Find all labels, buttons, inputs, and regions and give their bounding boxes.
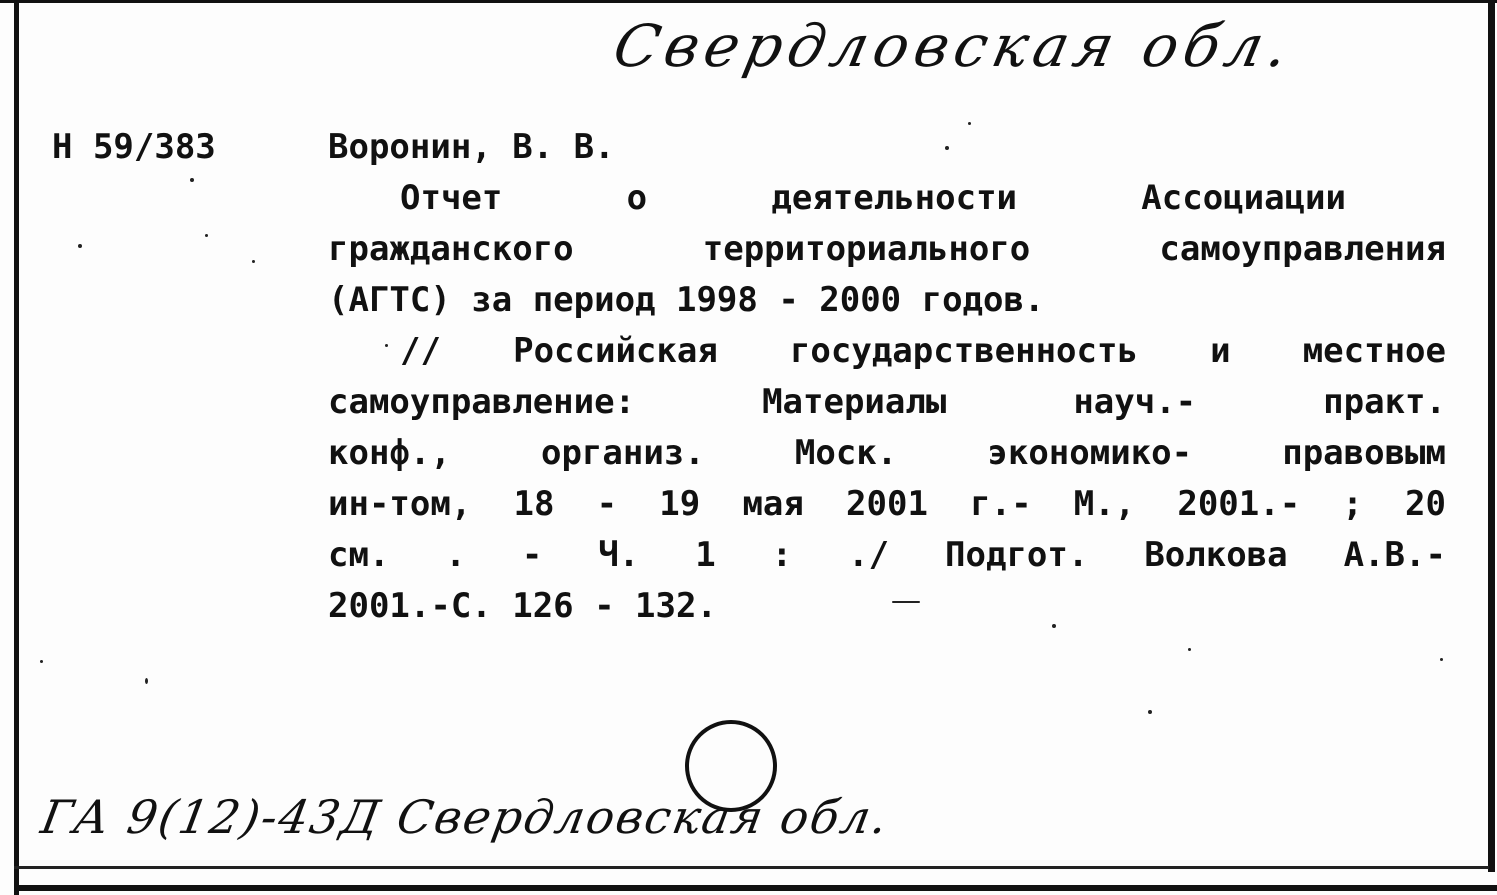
source-word: Подгот. — [945, 535, 1089, 575]
source-word: - — [596, 484, 618, 524]
title-word: территориального — [702, 229, 1031, 269]
scan-speck — [78, 244, 82, 248]
source-word: : — [771, 535, 793, 575]
source-word: 19 — [659, 484, 701, 524]
scan-speck — [190, 178, 194, 182]
scan-speck — [1188, 648, 1191, 651]
source-word: самоуправление: — [328, 382, 636, 422]
scan-speck — [892, 601, 920, 603]
source-word: ; — [1342, 484, 1363, 524]
card-border-bottom — [14, 885, 1497, 891]
source-word: 2001.-С. 126 - 132. — [328, 586, 717, 626]
classification-handwritten-note: ГА 9(12)-43Д Свердловская обл. — [37, 790, 894, 844]
source-line-1 — [328, 326, 1446, 377]
source-word: экономико- — [987, 433, 1193, 473]
source-word: конф., — [328, 433, 451, 473]
source-word: Ч. — [598, 535, 640, 575]
source-word: // — [400, 331, 441, 371]
title-word: Ассоциации — [1141, 178, 1346, 218]
title-word: деятельности — [771, 178, 1018, 218]
source-word: Материалы — [762, 382, 947, 422]
title-line-1 — [328, 173, 1446, 224]
scan-speck — [945, 146, 949, 150]
source-word: Моск. — [794, 433, 898, 473]
title-word: самоуправления — [1159, 229, 1446, 269]
title-line-3 — [328, 275, 1446, 326]
source-word: местное — [1302, 331, 1446, 371]
source-word: А.В.- — [1343, 535, 1446, 575]
scan-speck — [385, 344, 388, 347]
scan-speck — [1440, 658, 1443, 661]
source-word: организ. — [540, 433, 705, 473]
source-word: г.- — [970, 484, 1032, 524]
scan-speck — [1148, 710, 1152, 714]
source-word: правовым — [1282, 433, 1446, 473]
source-word: 20 — [1405, 484, 1446, 524]
author-line: Воронин, В. В. — [328, 127, 615, 167]
source-word: Российская — [513, 331, 718, 371]
card-border-top — [0, 0, 1497, 3]
source-line-5 — [328, 530, 1446, 581]
title-line-2 — [328, 224, 1446, 275]
source-line-2 — [328, 377, 1446, 428]
card-border-right — [1488, 0, 1495, 872]
card-border-left — [14, 0, 19, 895]
card-border-bottom-inner — [14, 866, 1489, 869]
title-word: гражданского — [328, 229, 574, 269]
title-word: (АГТС) за период 1998 - 2000 годов. — [328, 280, 1045, 320]
shelfmark: Н 59/383 — [52, 127, 216, 167]
source-word: и — [1210, 331, 1231, 371]
source-line-4 — [328, 479, 1446, 530]
region-handwritten-note: Свердловская обл. — [607, 12, 1301, 80]
scan-speck — [968, 122, 971, 125]
source-word: 2001 — [846, 484, 928, 524]
source-line-3 — [328, 428, 1446, 479]
scan-speck — [40, 660, 43, 663]
source-word: государственность — [789, 331, 1138, 371]
source-word: М., — [1073, 484, 1136, 524]
source-word: . — [445, 535, 466, 575]
scan-speck — [145, 678, 148, 684]
scan-speck — [205, 234, 208, 237]
scan-speck — [1052, 624, 1056, 628]
source-word: науч.- — [1073, 382, 1197, 422]
source-word: ин-том, — [328, 484, 472, 524]
source-word: - — [521, 535, 543, 575]
source-word: Волкова — [1144, 535, 1288, 575]
title-word: Отчет — [400, 178, 503, 218]
source-word: 1 — [695, 535, 716, 575]
source-word: мая — [742, 484, 804, 524]
source-word: см. — [328, 535, 390, 575]
source-line-6 — [328, 581, 1446, 632]
scan-speck — [252, 260, 255, 263]
source-word: 2001.- — [1177, 484, 1301, 524]
source-word: ./ — [848, 535, 890, 575]
title-word: о — [626, 178, 648, 218]
source-word: практ. — [1323, 382, 1446, 422]
bibliographic-entry — [328, 122, 1446, 632]
source-word: 18 — [513, 484, 555, 524]
